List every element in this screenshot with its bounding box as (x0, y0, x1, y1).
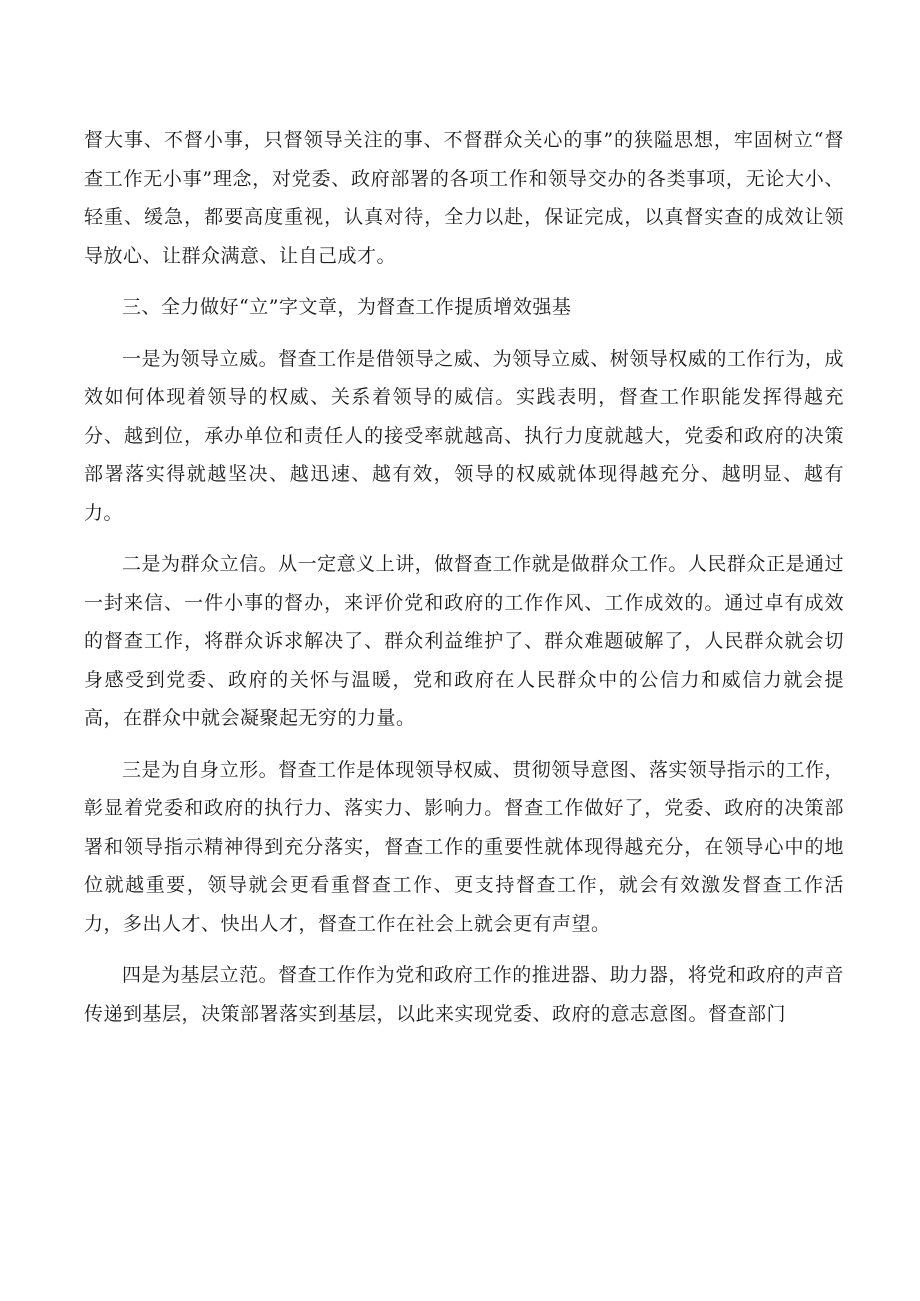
paragraph-grassroots-model: 四是为基层立范。督查工作作为党和政府工作的推进器、助力器，将党和政府的声音传递到基层，决策部署落实到基层，以此来实现党委、政府的意志意图。督查部门 (84, 964, 844, 1025)
paragraph-self-image: 三是为自身立形。督查工作是体现领导权威、贯彻领导意图、落实领导指示的工作，彰显着党委和政府的执行力、落实力、影响力。督查工作做好了，党委、政府的决策部署和领导指示精神得到充分落实，督查工作的重要性就体现得越充分，在领导心中的地位就越重要，领导就会更看重督查工作、更支持督查工作，就会有效激发督查工作活力，多出人才、快出人才，督查工作在社会上就会更有声望。 (84, 758, 844, 935)
document-body (84, 121, 844, 1046)
paragraph-leader-authority: 一是为领导立威。督查工作是借领导之威、为领导立威、树领导权威的工作行为，成效如何体现着领导的权威、关系着领导的威信。实践表明，督查工作职能发挥得越充分、越到位，承办单位和责任人的接受率就越高、执行力度就越大，党委和政府的决策部署落实得就越坚决、越迅速、越有效，领导的权威就体现得越充分、越明显、越有力。 (84, 347, 844, 524)
section-heading: 三、全力做好“立”字文章，为督查工作提质增效强基 (122, 296, 572, 318)
paragraph-continuation: 督大事、不督小事，只督领导关注的事、不督群众关心的事”的狭隘思想，牢固树立“督查工作无小事”理念，对党委、政府部署的各项工作和领导交办的各类事项，无论大小、轻重、缓急，都要高度重视，认真对待，全力以赴，保证完成，以真督实查的成效让领导放心、让群众满意、让自己成才。 (84, 129, 844, 267)
paragraph-public-trust: 二是为群众立信。从一定意义上讲，做督查工作就是做群众工作。人民群众正是通过一封来信、一件小事的督办，来评价党和政府的工作作风、工作成效的。通过卓有成效的督查工作，将群众诉求解决了、群众利益维护了、群众难题破解了，人民群众就会切身感受到党委、政府的关怀与温暖，党和政府在人民群众中的公信力和威信力就会提高，在群众中就会凝聚起无穷的力量。 (84, 553, 844, 729)
